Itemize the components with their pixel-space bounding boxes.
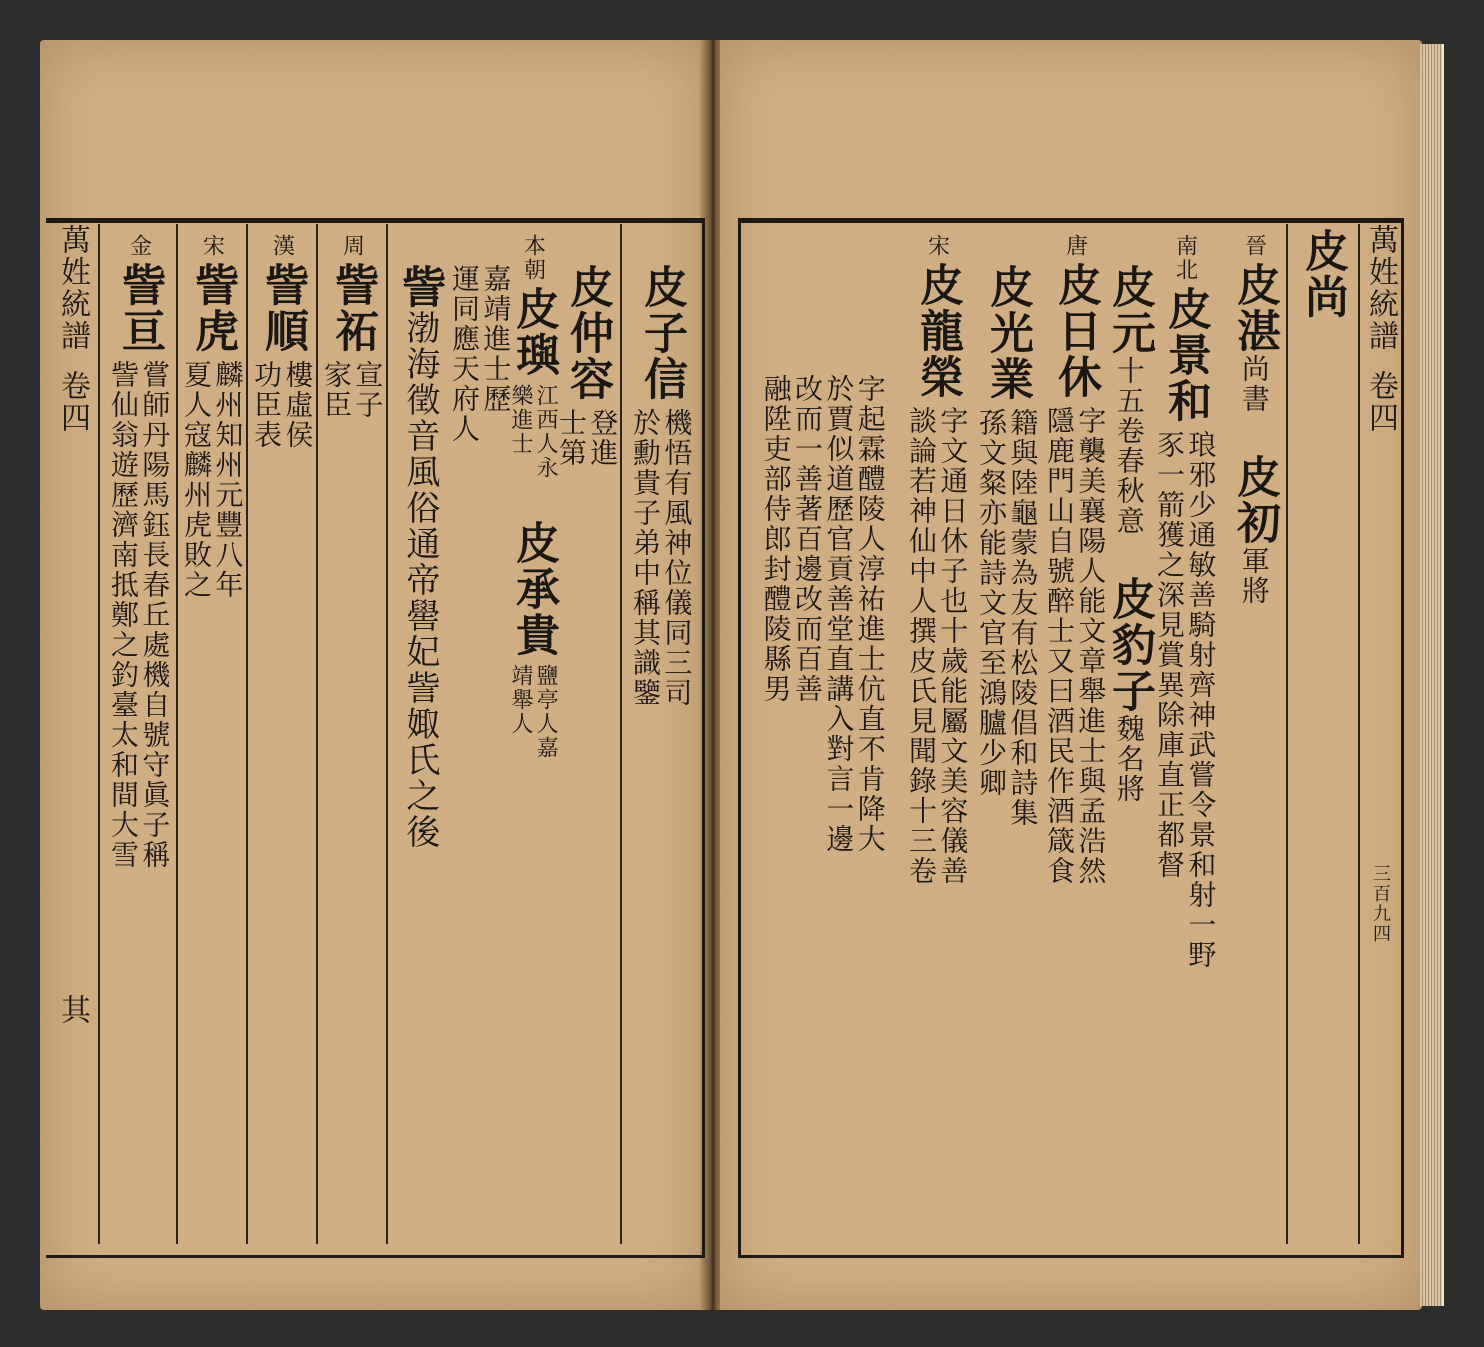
entry-name: 訾虎 <box>187 262 238 354</box>
entry-name: 皮子信 <box>636 264 687 402</box>
entry-note: 功臣表 <box>250 360 283 450</box>
entry-column <box>1044 224 1106 1244</box>
entry-column <box>390 224 448 1244</box>
dynasty-label: 金 <box>126 234 152 258</box>
dynasty-label: 晉 <box>1241 234 1267 258</box>
entry-note: 渤海徵音風俗通帝嚳妃訾娵氏之後 <box>399 310 440 850</box>
entry-note: 訾仙翁遊歷濟南抵鄭之釣臺太和間大雪 <box>107 360 140 870</box>
entry-note: 樓虛侯 <box>281 360 315 450</box>
page-number: 三百九四 <box>1370 864 1391 944</box>
entry-name: 皮初 <box>1229 454 1280 546</box>
column-rule <box>620 224 622 1244</box>
entry-note: 於賈似道歷官貢善堂直講入對言一邊 <box>822 374 856 854</box>
entry-note: 十五卷春秋意 <box>1112 356 1146 536</box>
entry-column <box>1152 224 1218 1244</box>
juan-label: 卷四 <box>1363 370 1398 434</box>
entry-note: 融陞吏部侍郎封醴陵縣男 <box>759 374 793 704</box>
entry-note: 談論若神仙中人撰皮氏見聞錄十三卷 <box>905 406 938 886</box>
entry-notes <box>907 406 968 886</box>
entry-column <box>624 224 698 1244</box>
spine-juan-label: 卷四 <box>55 370 90 434</box>
entry-note: 尚書 <box>1237 354 1271 414</box>
entry-note: 登進 <box>586 408 620 468</box>
entry-name: 皮景和 <box>1160 286 1211 424</box>
dynasty-label: 宋 <box>199 234 225 258</box>
entry-note: 琅邪少通敏善騎射齊神武嘗令景和射一野 <box>1184 430 1218 970</box>
column-rule <box>386 224 388 1244</box>
entry-notes <box>1155 430 1216 970</box>
entry-name: 皮璵 <box>508 286 559 378</box>
entry-notes <box>977 408 1038 828</box>
entry-note: 於勳貴子弟中稱其識鑒 <box>629 408 662 708</box>
dynasty-label: 漢 <box>269 234 295 258</box>
entry-name: 訾順 <box>257 262 308 354</box>
left-spine <box>48 224 96 1244</box>
column-rule <box>246 224 248 1244</box>
column-rule <box>176 224 178 1244</box>
entry-column <box>972 224 1042 1244</box>
entry-column <box>508 224 559 1244</box>
entry-notes <box>631 408 692 708</box>
entry-notes <box>450 264 511 444</box>
entry-note: 士第 <box>555 408 588 468</box>
entry-note: 籍與陸龜蒙為友有松陵倡和詩集 <box>1006 408 1040 828</box>
entry-column <box>1290 224 1354 1244</box>
dynasty-label: 周 <box>339 234 365 258</box>
entry-column <box>448 224 513 1244</box>
spine-title: 萬姓統譜 <box>55 224 90 352</box>
entry-note: 鹽亭人嘉 <box>533 664 559 760</box>
entry-notes <box>509 384 557 480</box>
entry-column <box>746 224 900 1244</box>
entry-note: 字起霖醴陵人淳祐進士伉直不肯降大 <box>853 374 887 854</box>
entry-note: 嘗師丹陽馬鈺長春丘處機自號守眞子稱 <box>138 360 172 870</box>
entry-note: 麟州知州元豐八年 <box>211 360 245 600</box>
entry-column <box>320 224 384 1244</box>
column-rule <box>1358 224 1360 1244</box>
entry-note: 夏人寇麟州虎敗之 <box>180 360 213 600</box>
entry-name: 皮尚 <box>1297 228 1348 320</box>
entry-note: 隱鹿門山自號醉士又曰酒民作酒箴食 <box>1043 406 1076 886</box>
entry-column <box>1222 224 1286 1244</box>
entry-name: 訾祏 <box>327 262 378 354</box>
entry-name: 皮湛 <box>1229 262 1280 354</box>
entry-note: 運同應天府人 <box>448 264 481 444</box>
entry-note: 軍將 <box>1237 546 1271 606</box>
dynasty-label: 本朝 <box>520 234 546 282</box>
entry-column <box>1104 224 1155 1244</box>
entry-note: 江西人永 <box>533 384 559 480</box>
entry-note: 字襲美襄陽人能文章舉進士與孟浩然 <box>1074 406 1108 886</box>
dynasty-label: 南北 <box>1172 234 1198 282</box>
entry-column <box>902 224 972 1244</box>
entry-name: 皮龍榮 <box>912 262 963 400</box>
entry-note: 改而一善著百邊改而百善 <box>791 374 824 704</box>
column-rule <box>98 224 100 1244</box>
entry-column <box>556 224 618 1244</box>
column-rule <box>1286 224 1288 1244</box>
entry-column <box>104 224 174 1244</box>
entry-note: 宣子 <box>351 360 385 420</box>
entry-note: 豕一箭獲之深見賞異除庫直正都督 <box>1153 430 1186 880</box>
page-edges <box>1420 44 1444 1306</box>
entry-note: 樂進士 <box>508 384 533 456</box>
entry-note: 字文通日休子也十歲能屬文美容儀善 <box>936 406 970 886</box>
entry-note: 孫文粲亦能詩文官至鴻臚少卿 <box>975 408 1008 798</box>
entry-name: 皮豹子 <box>1104 576 1155 714</box>
entry-note: 嘉靖進士歷 <box>479 264 513 414</box>
book-title: 萬姓統譜 <box>1363 224 1398 352</box>
open-book <box>40 40 1440 1310</box>
entry-notes <box>1045 406 1106 886</box>
dynasty-label: 唐 <box>1062 234 1088 258</box>
entry-name: 訾 <box>394 264 445 310</box>
column-rule <box>316 224 318 1244</box>
entry-note: 家臣 <box>320 360 353 420</box>
entry-name: 皮仲容 <box>562 264 613 402</box>
entry-notes <box>557 408 618 468</box>
entry-note: 機悟有風神位儀同三司 <box>660 408 694 708</box>
entry-name: 皮日休 <box>1050 262 1101 400</box>
entry-name: 皮光業 <box>982 264 1033 402</box>
entry-notes <box>761 374 885 854</box>
entry-notes <box>322 360 383 420</box>
spine-bottom-char: 其 <box>55 994 90 1026</box>
entry-name: 皮承貴 <box>508 520 559 658</box>
entry-notes <box>182 360 243 600</box>
entry-note: 魏名將 <box>1112 714 1146 804</box>
entry-notes <box>109 360 170 870</box>
entry-name: 皮元 <box>1104 264 1155 356</box>
entry-column <box>250 224 314 1244</box>
entry-notes <box>509 664 557 760</box>
entry-notes <box>252 360 313 450</box>
right-spine <box>1362 224 1398 1244</box>
dynasty-label: 宋 <box>924 234 950 258</box>
entry-name: 訾亘 <box>114 262 165 354</box>
entry-column <box>180 224 244 1244</box>
entry-note: 靖舉人 <box>508 664 533 736</box>
